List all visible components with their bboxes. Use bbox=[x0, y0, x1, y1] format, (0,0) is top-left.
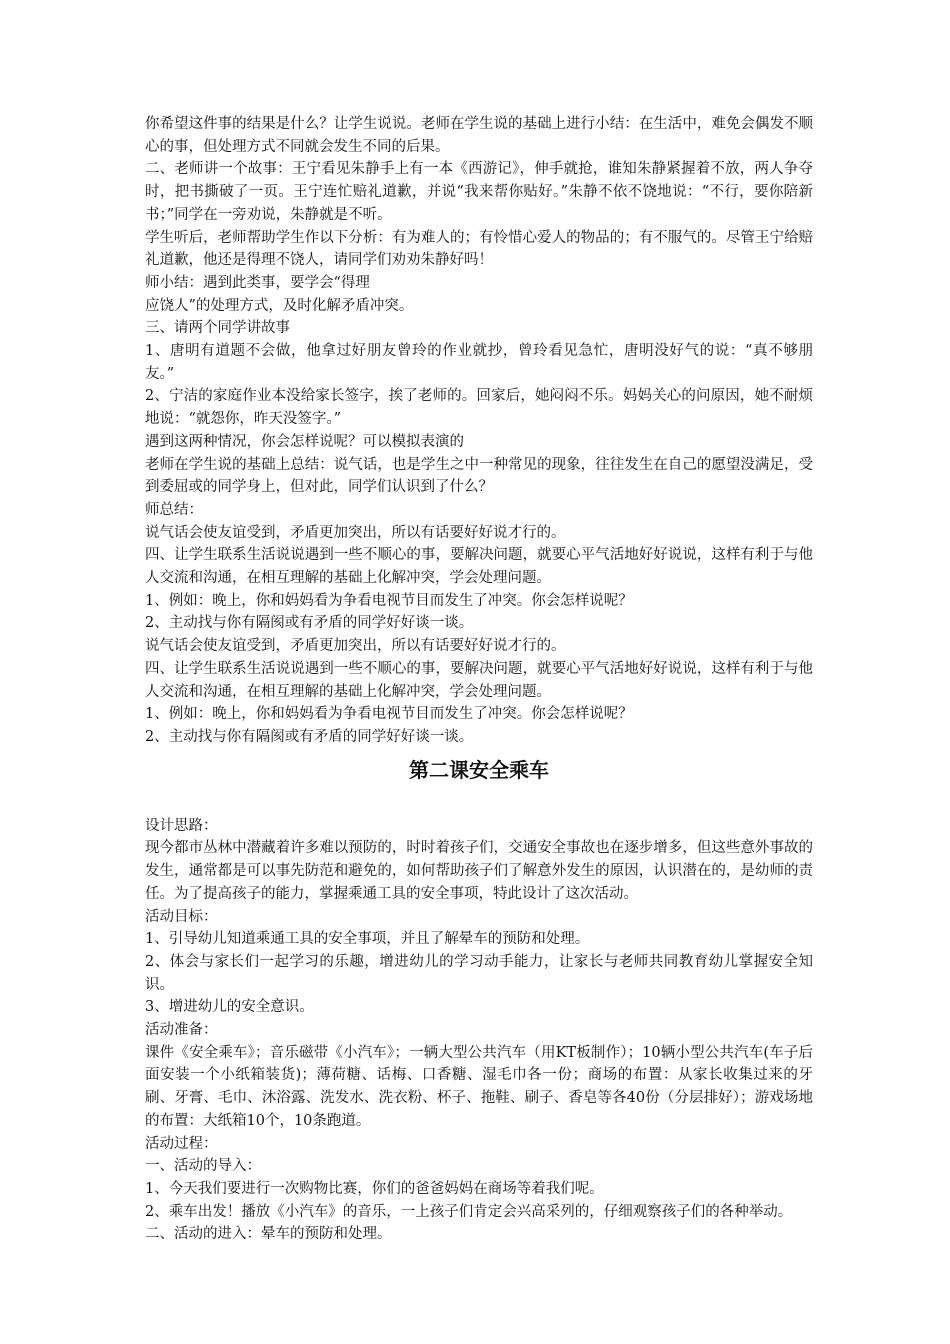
paragraph: 1、例如：晚上，你和妈妈看为争看电视节目而发生了冲突。你会怎样说呢？ bbox=[145, 592, 633, 609]
paragraph: 师总结： bbox=[145, 501, 203, 518]
section-conflict-resolution bbox=[145, 113, 813, 749]
paragraph: 1、例如：晚上，你和妈妈看为争看电视节目而发生了冲突。你会怎样说呢？ bbox=[145, 706, 633, 723]
paragraph: 现今都市丛林中潜藏着许多难以预防的，时时着孩子们，交通安全事故也在逐步增多，但这些意外事故的发生，通常都是可以事先防范和避免的，如何帮助孩子们了解意外发生的原因，认识潜在的，是幼师的责任。为了提高孩子的能力，掌握乘通工具的安全事项，特此设计了这次活动。 bbox=[145, 840, 813, 902]
paragraph: 遇到这两种情况，你会怎样说呢？可以模拟表演的 bbox=[145, 433, 464, 450]
paragraph: 二、老师讲一个故事：王宁看见朱静手上有一本《西游记》，伸手就抢，谁知朱静紧握着不放，两人争夺时，把书撕破了一页。王宁连忙赔礼道歉，并说“我来帮你贴好。”朱静不依不饶地说：“不行，要你陪新书；”同学在一旁劝说，朱静就是不听。 bbox=[145, 161, 813, 223]
paragraph: 2、体会与家长们一起学习的乐趣，增进幼儿的学习动手能力，让家长与老师共同教育幼儿掌握安全知识。 bbox=[145, 953, 813, 993]
paragraph: 2、主动找与你有隔阂或有矛盾的同学好好谈一谈。 bbox=[145, 728, 474, 745]
document-page bbox=[145, 113, 813, 1246]
paragraph: 课件《安全乘车》；音乐磁带《小汽车》；一辆大型公共汽车（用KT板制作）；10辆小型公共汽车(车子后面安装一个小纸箱装货)；薄荷糖、话梅、口香糖、湿毛巾各一份；商场的布置：从家长收集过来的牙刷、牙膏、毛巾、沐浴露、洗发水、洗衣粉、杯子、拖鞋、刷子、香皂等各40份（分层排好）；游戏场地的布置：大纸箱10个，10条跑道。 bbox=[145, 1044, 813, 1129]
paragraph: 说气话会使友谊受到，矛盾更加突出，所以有话要好好说才行的。 bbox=[145, 524, 566, 541]
paragraph: 四、让学生联系生活说说遇到一些不顺心的事，要解决问题，就要心平气活地好好说说，这样有利于与他人交流和沟通，在相互理解的基础上化解冲突，学会处理问题。 bbox=[145, 660, 813, 700]
paragraph: 1、引导幼儿知道乘通工具的安全事项，并且了解晕车的预防和处理。 bbox=[145, 931, 590, 948]
paragraph: 三、请两个同学讲故事 bbox=[145, 320, 290, 337]
paragraph: 活动目标： bbox=[145, 908, 218, 925]
paragraph: 应饶人”的处理方式，及时化解矛盾冲突。 bbox=[145, 297, 414, 314]
paragraph: 二、活动的进入：晕车的预防和处理。 bbox=[145, 1226, 392, 1243]
spacer bbox=[145, 795, 813, 815]
paragraph: 2、主动找与你有隔阂或有矛盾的同学好好谈一谈。 bbox=[145, 615, 474, 632]
paragraph: 活动准备： bbox=[145, 1022, 218, 1039]
paragraph: 1、今天我们要进行一次购物比赛，你们的爸爸妈妈在商场等着我们呢。 bbox=[145, 1180, 604, 1197]
paragraph: 2、乘车出发！播放《小汽车》的音乐，一上孩子们肯定会兴高采列的，仔细观察孩子们的各种举动。 bbox=[145, 1203, 793, 1220]
paragraph: 设计思路： bbox=[145, 817, 218, 834]
paragraph: 活动过程： bbox=[145, 1135, 218, 1152]
paragraph: 3、增进幼儿的安全意识。 bbox=[145, 999, 314, 1016]
paragraph: 你希望这件事的结果是什么？让学生说说。老师在学生说的基础上进行小结：在生活中，难免会偶发不顺心的事，但处理方式不同就会发生不同的后果。 bbox=[145, 116, 813, 155]
paragraph: 说气话会使友谊受到，矛盾更加突出，所以有话要好好说才行的。 bbox=[145, 638, 566, 655]
paragraph: 1、唐明有道题不会做，他拿过好朋友曾玲的作业就抄，曾玲看见急忙，唐明没好气的说：“真不够朋友。” bbox=[145, 343, 813, 382]
paragraph: 一、活动的导入： bbox=[145, 1158, 261, 1175]
paragraph: 师小结：遇到此类事，要学会“得理 bbox=[145, 274, 370, 291]
paragraph: 四、让学生联系生活说说遇到一些不顺心的事，要解决问题，就要心平气活地好好说说，这样有利于与他人交流和沟通，在相互理解的基础上化解冲突，学会处理问题。 bbox=[145, 547, 813, 587]
lesson-title: 第二课安全乘车 bbox=[409, 757, 549, 782]
paragraph: 学生听后，老师帮助学生作以下分析：有为难人的；有怜惜心爱人的物品的；有不服气的。尽管王宁给赔礼道歉，他还是得理不饶人，请同学们劝劝朱静好吗！ bbox=[145, 229, 813, 269]
paragraph: 2、宁洁的家庭作业本没给家长签字，挨了老师的。回家后，她闷闷不乐。妈妈关心的问原因，她不耐烦地说：“就怨你，昨天没签字。” bbox=[145, 388, 813, 428]
paragraph: 老师在学生说的基础上总结：说气话，也是学生之中一种常见的现象，往往发生在自己的愿望没满足，受到委屈或的同学身上，但对此，同学们认识到了什么？ bbox=[145, 456, 813, 496]
section-safe-riding bbox=[145, 815, 813, 1246]
